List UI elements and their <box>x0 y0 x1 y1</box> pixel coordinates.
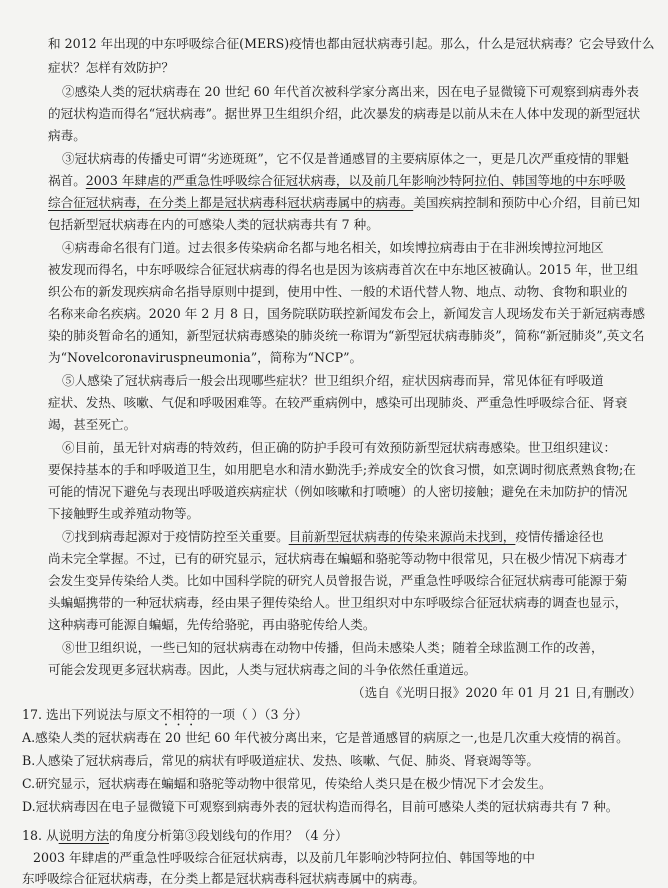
p7-text: ⑦找到病毒起源对于疫情防控至关重要。 <box>62 529 289 544</box>
p6-line: ⑥目前，虽无针对病毒的特效药，但正确的防护手段可有效预防新型冠状病毒感染。世卫组织建议： <box>62 440 617 455</box>
question-17-stem <box>22 706 308 729</box>
p8-line: 可能会发现更多冠状病毒。因此，人类与冠状病毒之间的斗争依然任重道远。 <box>48 662 477 677</box>
p7-line: 头蝙蝠携带的一种冠状病毒，经由果子狸传染给人。世卫组织对中东呼吸综合征冠状病毒的调查也显示， <box>48 595 628 610</box>
option-a: A.感染人类的冠状病毒在 20 世纪 60 年代被分离出来，它是普通感冒的病原之一,也是几次重大疫情的祸首。 <box>22 730 629 745</box>
p2-line: 的冠状构造而得名“冠状病毒”。据世界卫生组织介绍，此次暴发的病毒是以前从未在人体中发现的新型冠状 <box>48 106 641 121</box>
question-18-stem <box>22 827 348 845</box>
p6-line: 可能的情况下避免与表现出呼吸道疾病症状（例如咳嗽和打喷嚏）的人密切接触；避免在未加防护的情况 <box>48 484 628 499</box>
p3-text: 祸首。 <box>48 173 86 188</box>
p3-line <box>48 194 640 212</box>
p8-line: ⑧世卫组织说，一些已知的冠状病毒在动物中传播，但尚未感染人类；随着全球监测工作的改善， <box>62 640 604 655</box>
p4-line: 织公布的新发现疾病命名指导原则中提到，使用中性、一般的术语代替人物、地点、动物、食物和职业的 <box>48 284 628 299</box>
p1-line: 症状？怎样有效防护？ <box>48 60 174 75</box>
p7-line: 尚未完全掌握。不过，已有的研究显示，冠状病毒在蝙蝠和骆驼等动物中很常见，只在极少情况下病毒才 <box>48 551 628 566</box>
p5-line: 症状、发热、咳嗽、气促和呼吸困难等。在较严重病例中，感染可出现肺炎、严重急性呼吸综合征、肾衰 <box>48 395 628 410</box>
p6-line: 要保持基本的手和呼吸道卫生，如用肥皂水和清水勤洗手;养成安全的饮食习惯，如烹调时彻底煮熟食物;在 <box>48 462 636 477</box>
p5-line: 竭，甚至死亡。 <box>48 417 137 432</box>
q18-text: 的角度分析第③段划线句的作用？（4 分） <box>109 828 348 843</box>
emphasized-term: 不相符 <box>159 707 198 722</box>
p3-line: 包括新型冠状病毒在内的可感染人类的冠状病毒共有 7 种。 <box>48 217 379 232</box>
p1-line: 和 2012 年出现的中东呼吸综合征(MERS)疫情也都由冠状病毒引起。那么，什么是冠状病毒？它会导致什么 <box>48 36 655 51</box>
q17-text: 17. 选出下列说法与原文 <box>22 707 160 722</box>
p3-line <box>48 172 626 190</box>
p4-line: 名称来命名疾病。2020 年 2 月 8 日，国务院联防联控新闻发布会上，新闻发言人现场发布关于新冠病毒感 <box>48 306 646 321</box>
source-citation: （选自《光明日报》2020 年 01 月 21 日,有删改） <box>352 685 642 700</box>
option-d: D.冠状病毒因在电子显微镜下可观察到病毒外表的冠状构造而得名，目前可感染人类的冠状病毒共有 7 种。 <box>22 799 619 814</box>
p4-line: 被发现而得名，中东呼吸综合征冠状病毒的得名也是因为该病毒首次在中东地区被确认。2015 年，世卫组 <box>48 262 639 277</box>
p7-line: 这种病毒可能源自蝙蝠，先传给骆驼，再由骆驼传给人类。 <box>48 617 376 632</box>
quoted-sentence-line: 东呼吸综合征冠状病毒，在分类上都是冠状病毒科冠状病毒属中的病毒。 <box>22 871 425 886</box>
emphasized-term: 说明方法 <box>58 828 110 843</box>
quoted-sentence-line: 2003 年肆虐的严重急性呼吸综合征冠状病毒，以及前几年影响沙特阿拉伯、韩国等地的中 <box>33 850 536 865</box>
option-b: B.人感染了冠状病毒后，常见的病状有呼吸道症状、发热、咳嗽、气促、肺炎、肾衰竭等等。 <box>22 753 540 768</box>
p4-line: ④病毒命名很有门道。过去很多传染病命名都与地名相关，如埃博拉病毒由于在非洲埃博拉河地区 <box>62 240 604 255</box>
p3-line: ③冠状病毒的传播史可谓“劣迹斑斑”，它不仅是普通感冒的主要病原体之一，更是几次严重疫情的罪魁 <box>62 151 630 166</box>
p6-line: 下接触野生或养殖动物等。 <box>48 506 200 521</box>
p2-line: 病毒。 <box>48 128 86 143</box>
option-c: C.研究显示，冠状病毒在蝙蝠和骆驼等动物中很常见，传染给人类只是在极少情况下才会发生。 <box>22 776 552 791</box>
p2-line: ②感染人类的冠状病毒在 20 世纪 60 年代首次被科学家分离出来，因在电子显微镜下可观察到病毒外表 <box>62 84 640 99</box>
p7-text: 疫情传播途径也 <box>515 529 604 544</box>
underlined-sentence: 2003 年肆虐的严重急性呼吸综合征冠状病毒，以及前几年影响沙特阿拉伯、韩国等地的中东呼吸 <box>85 173 626 188</box>
underlined-sentence: 综合征冠状病毒，在分类上都是冠状病毒科冠状病毒属中的病毒。 <box>48 195 414 210</box>
p4-line: 为“Novelcoronaviruspneumonia”，简称为“NCP”。 <box>48 350 363 365</box>
p7-line: 会发生变异传染给人类。比如中国科学院的研究人员曾报告说，严重急性呼吸综合征冠状病毒可能源于菊 <box>48 573 628 588</box>
p3-text: 美国疾病控制和预防中心介绍，目前已知 <box>413 195 640 210</box>
q18-text: 18. 从 <box>22 828 59 843</box>
q17-text: 的一项（ ）（3 分） <box>197 707 308 722</box>
p5-line: ⑤人感染了冠状病毒后一般会出现哪些症状？世卫组织介绍，症状因病毒而异，常见体征有呼吸道 <box>62 373 604 388</box>
p4-line: 染的肺炎暂命名的通知，新型冠状病毒感染的肺炎统一称谓为“新型冠状病毒肺炎”，简称“新冠肺炎”,英文名 <box>48 328 645 343</box>
underlined-sentence: 目前新型冠状病毒的传染来源尚未找到， <box>288 529 516 544</box>
p7-line <box>62 528 604 546</box>
